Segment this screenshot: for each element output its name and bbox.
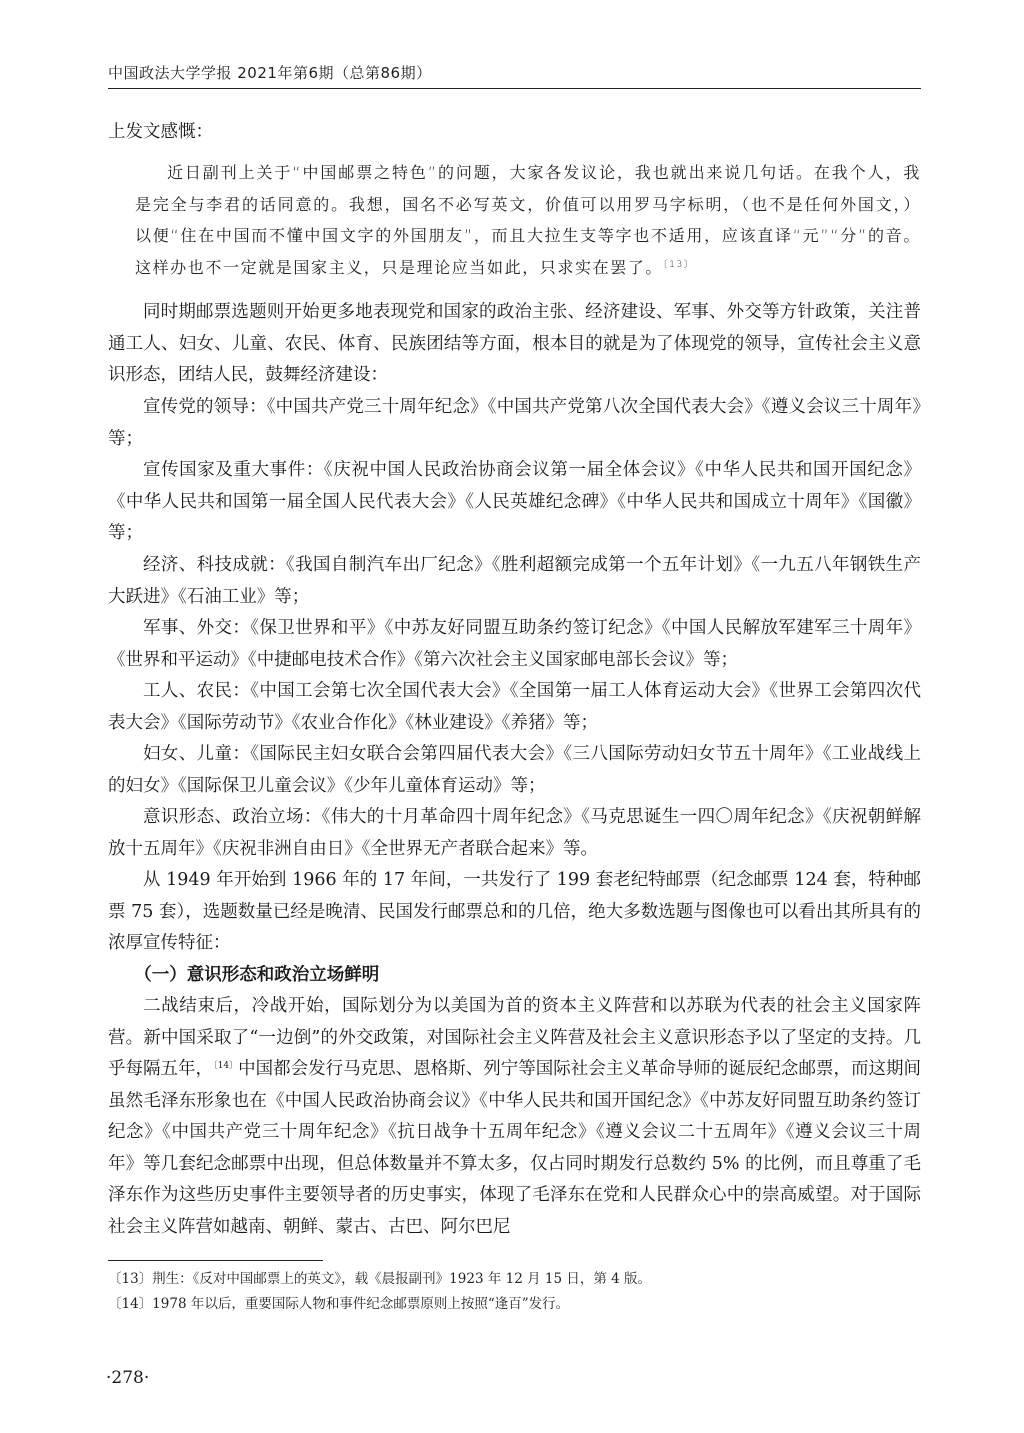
paragraph-military: 军事、外交：《保卫世界和平》《中苏友好同盟互助条约签订纪念》《中国人民解放军建军三十周年》《世界和平运动》《中捷邮电技术合作》《第六次社会主义国家邮电部长会议》等； [108,618,921,670]
paragraph-workers: 工人、农民：《中国工会第七次全国代表大会》《全国第一届工人体育运动大会》《世界工会第四次代表大会》《国际劳动节》《农业合作化》《林业建设》《养猪》等； [108,681,921,733]
section-title: （一）意识形态和政治立场鲜明 [134,965,380,985]
paragraph-state: 宣传国家及重大事件：《庆祝中国人民政治协商会议第一届全体会议》《中华人民共和国开国纪念》《中华人民共和国第一届全国人民代表大会》《人民英雄纪念碑》《中华人民共和国成立十周年》《国徽》等； [108,460,921,543]
footnote-14: 〔14〕1978 年以后，重要国际人物和事件纪念邮票原则上按照“逢百”发行。 [108,1296,570,1312]
paragraph-summary: 从 1949 年开始到 1966 年的 17 年间，一共发行了 199 套老纪特邮票（纪念邮票 124 套，特种邮票 75 套），选题数量已经是晚清、民国发行邮票总和的几倍，绝大多数选题与图像也可以看出其所具有的浓厚宣传特征： [108,870,921,953]
block-quote [135,157,921,283]
paragraph-ideology: 意识形态、政治立场：《伟大的十月革命四十周年纪念》《马克思诞生一四〇周年纪念》《庆祝朝鲜解放十五周年》《庆祝非洲自由日》《全世界无产者联合起来》等。 [108,807,921,859]
paragraph-cold-war-part-1: 二战结束后，冷战开始，国际划分为以美国为首的资本主义阵营和以苏联为代表的社会主义国家阵营。新中国采取了“一边倒”的外交政策，对国际社会主义阵营及社会主义意识形态予以了坚定的支持。几乎每隔五年， [108,996,921,1079]
paragraph-economy: 经济、科技成就：《我国自制汽车出厂纪念》《胜利超额完成第一个五年计划》《一九五八年钢铁生产大跃进》《石油工业》等； [108,555,921,607]
paragraph-cold-war [108,991,921,1243]
footnote-rule [108,1260,323,1261]
paragraph-cold-war-part-2: 中国都会发行马克思、恩格斯、列宁等国际社会主义革命导师的诞辰纪念邮票，而这期间虽然毛泽东形象也在《中国人民政治协商会议》《中华人民共和国开国纪念》《中苏友好同盟互助条约签订纪念》《中国共产党三十周年纪念》《抗日战争十五周年纪念》《遵义会议二十五周年》《遵义会议三十周年》等几套纪念邮票中出现，但总体数量并不算太多，仅占同时期发行总数约 5% 的比例，而且尊重了毛泽东作为这些历史事件主要领导者的历史事实，体现了毛泽东在党和人民群众心中的崇高威望。对于国际社会主义阵营如越南、朝鲜、蒙古、古巴、阿尔巴尼 [108,1059,922,1237]
intro-line: 上发文感慨： [108,122,213,142]
quote-note-ref: 〔13〕 [663,259,695,270]
paragraph-women: 妇女、儿童：《国际民主妇女联合会第四届代表大会》《三八国际劳动妇女节五十周年》《工业战线上的妇女》《国际保卫儿童会议》《少年儿童体育运动》等； [108,744,921,796]
note-ref-14: 〔14〕 [213,1061,239,1071]
header-rule [108,88,921,89]
paragraph-1: 同时期邮票选题则开始更多地表现党和国家的政治主张、经济建设、军事、外交等方针政策，关注普通工人、妇女、儿童、农民、体育、民族团结等方面，根本目的就是为了体现党的领导，宣传社会主义意识形态，团结人民，鼓舞经济建设： [108,302,921,385]
quote-text: 近日副刊上关于“中国邮票之特色”的问题，大家各发议论，我也就出来说几句话。在我个人，我是完全与李君的话同意的。我想，国名不必写英文，价值可以用罗马字标明，（也不是任何外国文，）以便“住在中国而不懂中国文字的外国朋友”，而且大拉生支等字也不适用，应该直译“元”“分”的音。这样办也不一定就是国家主义，只是理论应当如此，只求实在罢了。 [135,163,921,277]
footnote-13: 〔13〕荆生：《反对中国邮票上的英文》，载《晨报副刊》1923 年 12 月 15 日，第 4 版。 [108,1271,652,1287]
paragraph-party: 宣传党的领导：《中国共产党三十周年纪念》《中国共产党第八次全国代表大会》《遵义会议三十周年》等； [108,397,921,449]
page-number: ·278· [106,1368,150,1388]
running-header: 中国政法大学学报 2021年第6期（总第86期） [108,64,432,82]
